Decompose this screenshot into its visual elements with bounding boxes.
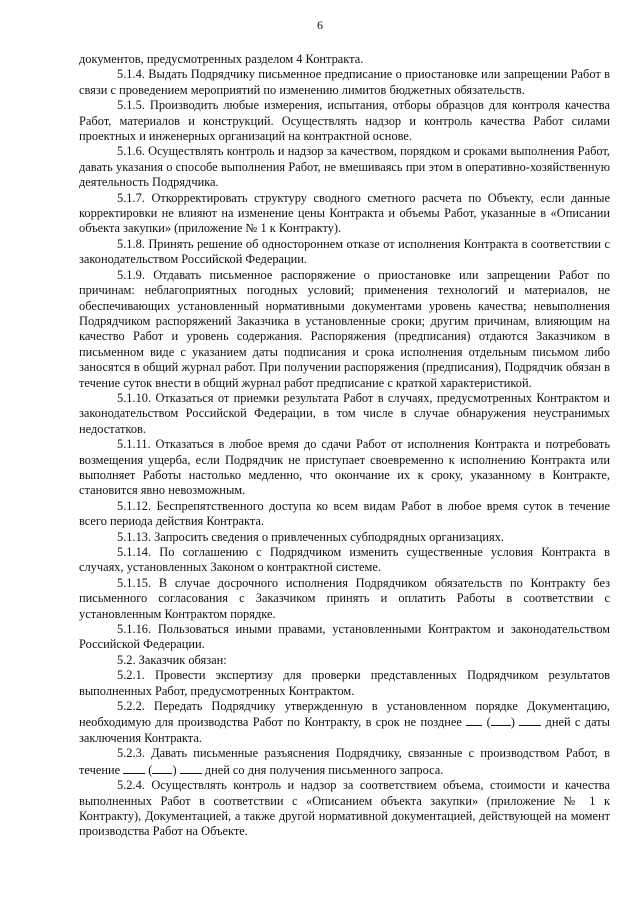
- paragraph-text: 5.2.3. Давать письменные разъяснения Подрядчику, связанные с производством Работ, в течение: [79, 746, 610, 777]
- paragraph: 5.1.12. Беспрепятственного доступа ко всем видам Работ в любое время суток в течение всего периода действия Контракта.: [79, 498, 610, 529]
- paragraph: 5.1.4. Выдать Подрядчику письменное предписание о приостановке или запрещении Работ в связи с проведением мероприятий по изменению лимитов бюджетных обязательств.: [79, 67, 610, 97]
- paragraph-5-2-4: 5.2.4. Осуществлять контроль и надзор за соответствием объема, стоимости и качества выполненных Работ в соответствии с «Описанием объекта закупки» (приложение № 1 к Контракту), Документацией, а также другой нормативной документацией, действующей на момент производства Работ на Объекте.: [79, 778, 610, 839]
- paragraph: 5.2.1. Провести экспертизу для проверки представленных Подрядчиком результатов выполненных Работ, предусмотренных Контрактом.: [79, 668, 610, 698]
- paren-close: ): [172, 762, 180, 777]
- blank-field: [180, 762, 202, 774]
- paragraph: 5.2. Заказчик обязан:: [117, 652, 227, 667]
- paragraph: 5.1.13. Запросить сведения о привлеченных субподрядных организациях.: [117, 529, 505, 544]
- paragraph: 5.1.7. Откорректировать структуру сводного сметного расчета по Объекту, если данные корректировки не влияют на изменение цены Контракта и объемы Работ, указанные в «Описании объекта закупки» (приложение № 1 к Контракту).: [79, 190, 610, 236]
- paragraph-5-2-3: [79, 746, 610, 778]
- document-body: [79, 52, 610, 840]
- paragraph: 5.1.6. Осуществлять контроль и надзор за качеством, порядком и сроками выполнения Работ, давать указания о способе выполнения Работ, не вмешиваясь при этом в оперативно-хозяйственную деятельность Подрядчика.: [79, 144, 610, 190]
- blank-field: [519, 714, 541, 726]
- paragraph: 5.1.5. Производить любые измерения, испытания, отборы образцов для контроля качества Работ, материалов и конструкций. Осуществлять надзор и контроль качества Работ силами проектных и инженерных организаций на контрактной основе.: [79, 98, 610, 144]
- paragraph: 5.1.14. По соглашению с Подрядчиком изменить существенные условия Контракта в случаях, установленных Законом о контрактной системе.: [79, 545, 610, 575]
- paragraph: 5.1.10. Отказаться от приемки результата Работ в случаях, предусмотренных Контрактом и законодательством Российской Федерации, в том числе в случае обнаружения неустранимых недостатков.: [79, 390, 610, 436]
- paragraph: 5.1.8. Принять решение об одностороннем отказе от исполнения Контракта в соответствии с законодательством Российской Федерации.: [79, 236, 610, 267]
- paragraph-text: дней со дня получения письменного запроса.: [201, 762, 444, 777]
- paragraph: документов, предусмотренных разделом 4 Контракта.: [79, 52, 364, 66]
- paragraph-text: 5.2.2. Передать Подрядчику утвержденную в установленном порядке Документацию, необходимую для производства Работ по Контракту, в срок не позднее: [79, 699, 610, 730]
- blank-field: [491, 714, 511, 726]
- paragraph-list: [79, 52, 610, 699]
- paren-open: (: [482, 715, 491, 730]
- paren-close: ): [510, 715, 520, 730]
- paragraph: 5.1.9. Отдавать письменное распоряжение о приостановке или запрещении Работ по причинам: неблагоприятных погодных условий; применения технологий и материалов, не обеспечивающих установленный нормативными документами уровень качества; невыполнения Подрядчиком распоряжений Заказчика в установленные сроки; другим причинам, влияющим на качество Работ и уровень содержания. Распоряжения (предписания) отдаются Заказчиком в письменном виде с указанием даты подписания и срока исполнения отдельным письмом либо заносятся в общий журнал работ. При получении распоряжения (предписания), Подрядчик обязан в течение суток внести в общий журнал работ предписание с краткой характеристикой.: [79, 267, 610, 390]
- paren-open: (: [145, 762, 153, 777]
- paragraph: 5.1.11. Отказаться в любое время до сдачи Работ от исполнения Контракта и потребовать возмещения ущерба, если Подрядчик не приступает своевременно к исполнению Контракта или выполняет Работы настолько медленно, что окончание их к сроку, указанному в Контракте, становится явно невозможным.: [79, 437, 610, 498]
- paragraph: 5.1.15. В случае досрочного исполнения Подрядчиком обязательств по Контракту без письменного согласования с Заказчиком принять и оплатить Работы в соответствии с установленным Контрактом порядке.: [79, 575, 610, 621]
- blank-field: [152, 762, 172, 774]
- blank-field: [466, 714, 482, 726]
- paragraph-5-2-2: [79, 699, 610, 746]
- blank-field: [123, 762, 145, 774]
- paragraph-text: дней с даты заключения Контракта.: [79, 715, 610, 745]
- paragraph: 5.1.16. Пользоваться иными правами, установленными Контрактом и законодательством Российской Федерации.: [79, 622, 610, 652]
- page-number: 6: [317, 18, 323, 32]
